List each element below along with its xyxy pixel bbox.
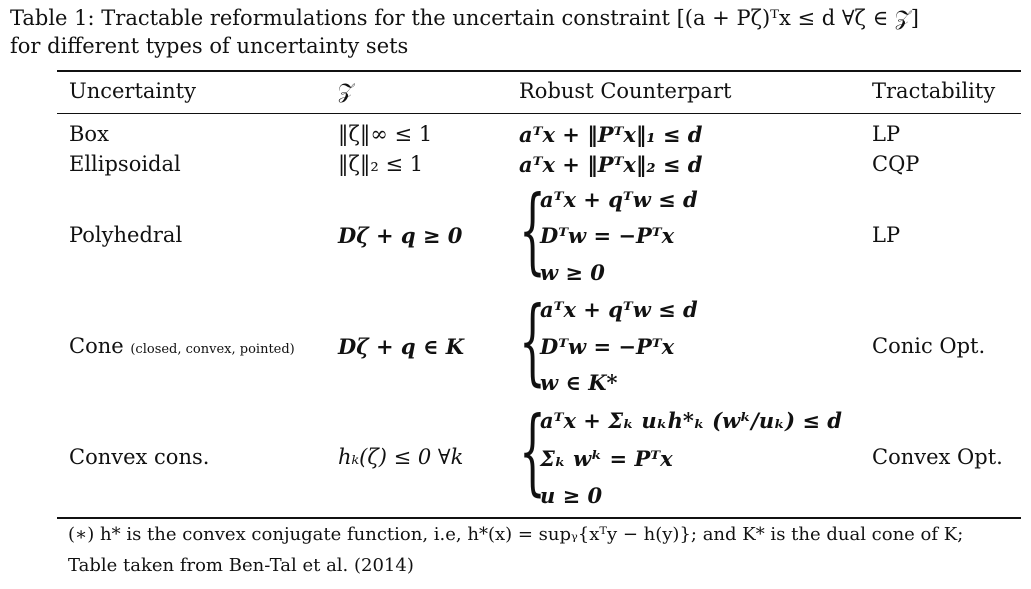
- row-cone-counterpart-1: aᵀx + qᵀw ≤ d: [540, 297, 698, 322]
- row-ellipsoidal-uncertainty: Ellipsoidal: [69, 152, 181, 176]
- row-cone-note: (closed, convex, pointed): [130, 342, 295, 357]
- row-cone-counterpart-3: w ∈ K*: [540, 370, 618, 395]
- row-polyhedral-uncertainty: Polyhedral: [69, 223, 183, 247]
- row-box-counterpart: aᵀx + ‖Pᵀx‖₁ ≤ d: [519, 122, 703, 147]
- table-caption: [10, 4, 1020, 60]
- row-convex-counterpart-1: aᵀx + Σₖ uₖh*ₖ (wᵏ/uₖ) ≤ d: [540, 408, 842, 433]
- caption-line-1: Table 1: Tractable reformulations for the uncertain constraint [(a + Pζ)ᵀx ≤ d ∀ζ ∈ 𝒵]: [10, 6, 920, 30]
- footnote-line-2: Table taken from Ben-Tal et al. (2014): [68, 555, 414, 576]
- footnote-line-1: (∗) h* is the convex conjugate function, i.e, h*(x) = supᵧ{xᵀy − h(y)}; and K* is the dual cone of K;: [68, 524, 964, 545]
- row-cone-counterpart-2: Dᵀw = −Pᵀx: [540, 334, 675, 359]
- row-ellipsoidal-set: ‖ζ‖₂ ≤ 1: [338, 152, 424, 176]
- row-box-tractability: LP: [872, 122, 901, 146]
- row-polyhedral-set: Dζ + q ≥ 0: [338, 223, 463, 248]
- row-polyhedral-counterpart-1: aᵀx + qᵀw ≤ d: [540, 187, 698, 212]
- row-cone-tractability: Conic Opt.: [872, 334, 986, 358]
- convex-brace: {: [519, 397, 546, 506]
- row-polyhedral-counterpart-3: w ≥ 0: [540, 260, 605, 285]
- row-polyhedral-tractability: LP: [872, 223, 901, 247]
- row-convex-set: hₖ(ζ) ≤ 0 ∀k: [338, 445, 464, 469]
- row-box-set: ‖ζ‖∞ ≤ 1: [338, 122, 433, 146]
- row-convex-counterpart-3: u ≥ 0: [540, 483, 603, 508]
- header-uncertainty: Uncertainty: [69, 79, 196, 103]
- cone-brace: {: [519, 287, 546, 396]
- header-rule: [57, 113, 1021, 114]
- row-cone-set: Dζ + q ∈ K: [338, 334, 464, 359]
- polyhedral-brace: {: [519, 176, 546, 285]
- row-convex-tractability: Convex Opt.: [872, 445, 1003, 469]
- row-ellipsoidal-counterpart: aᵀx + ‖Pᵀx‖₂ ≤ d: [519, 152, 703, 177]
- row-convex-uncertainty: Convex cons.: [69, 445, 210, 469]
- row-box-uncertainty: Box: [69, 122, 109, 146]
- row-convex-counterpart-2: Σₖ wᵏ = Pᵀx: [540, 446, 673, 471]
- header-tractability: Tractability: [872, 79, 996, 103]
- caption-line-2: for different types of uncertainty sets: [10, 34, 409, 58]
- header-robust-counterpart: Robust Counterpart: [519, 79, 732, 103]
- bottom-rule: [57, 517, 1021, 519]
- row-cone-uncertainty: [69, 334, 295, 358]
- row-cone-label: Cone: [69, 334, 124, 358]
- row-ellipsoidal-tractability: CQP: [872, 152, 920, 176]
- header-set: 𝒵: [338, 79, 354, 103]
- top-rule: [57, 70, 1021, 72]
- row-polyhedral-counterpart-2: Dᵀw = −Pᵀx: [540, 223, 675, 248]
